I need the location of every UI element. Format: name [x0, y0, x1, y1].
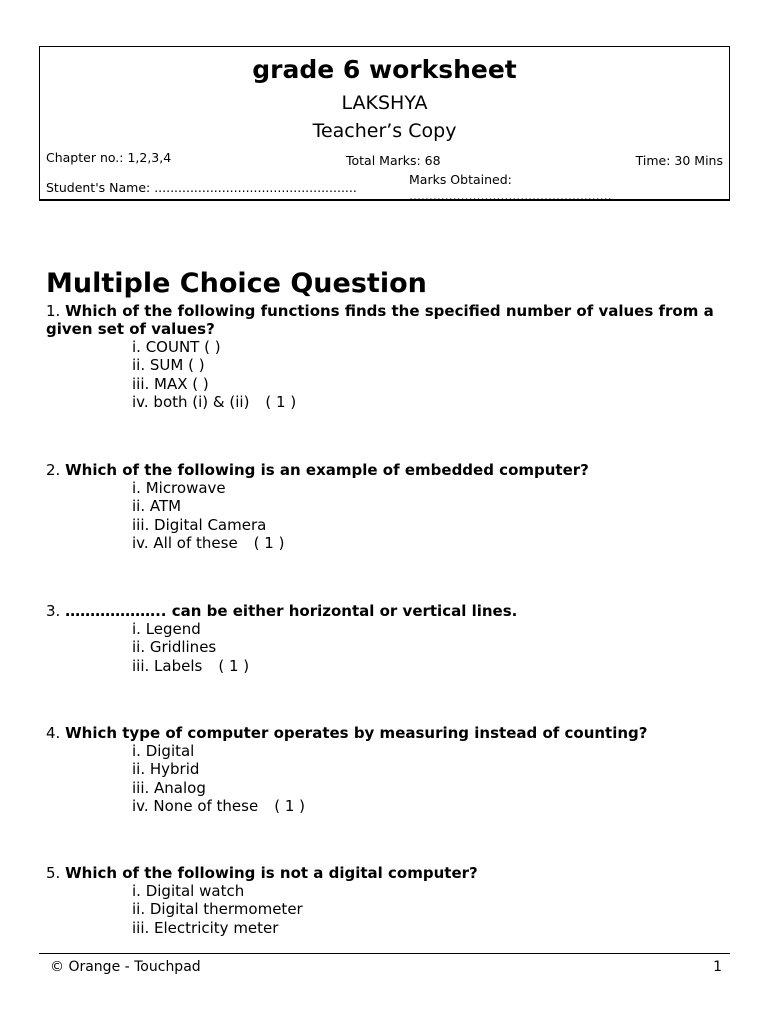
marks-obtained-label: Marks Obtained:	[409, 172, 512, 187]
option: i. COUNT ( )	[132, 338, 221, 356]
question-stem	[46, 602, 726, 620]
question-3	[46, 602, 726, 675]
option: i. Legend	[132, 620, 201, 638]
option: ii. ATM	[132, 497, 182, 516]
option-last	[132, 534, 726, 552]
question-stem	[46, 724, 726, 742]
chapter-info: Chapter no.: 1,2,3,4	[46, 150, 172, 165]
option: i. Microwave	[132, 479, 226, 497]
footer-copyright: © Orange - Touchpad	[50, 959, 201, 975]
option: ii. SUM ( )	[132, 356, 205, 375]
question-4	[46, 724, 726, 815]
worksheet-title: grade 6 worksheet	[252, 55, 517, 84]
footer-divider	[39, 953, 730, 954]
option-last	[132, 797, 726, 815]
question-2	[46, 461, 726, 552]
student-name-field: Student's Name: ...................................................	[46, 180, 357, 195]
options-list	[46, 620, 726, 675]
option-text: iv. both (i) & (ii)	[132, 392, 250, 411]
option-text: iii. Labels	[132, 656, 203, 675]
question-stem	[46, 461, 726, 479]
option-text: iv. None of these	[132, 796, 259, 815]
worksheet-header	[39, 46, 730, 201]
question-text: ……………….. can be either horizontal or vertical lines.	[65, 602, 518, 620]
option: i. Digital	[132, 742, 195, 760]
question-5	[46, 864, 726, 937]
option: iii. Electricity meter	[132, 918, 279, 937]
options-list	[46, 479, 726, 552]
question-number: 3.	[46, 602, 61, 620]
question-number: 5.	[46, 864, 61, 882]
marks-tag: ( 1 )	[253, 533, 285, 552]
option-text: iv. All of these	[132, 533, 238, 552]
question-number: 2.	[46, 461, 61, 479]
time-limit: Time: 30 Mins	[635, 153, 723, 168]
question-number: 4.	[46, 724, 61, 742]
school-name: LAKSHYA	[341, 92, 428, 114]
copy-label: Teacher’s Copy	[312, 120, 457, 142]
options-list	[46, 338, 726, 411]
question-1	[46, 302, 726, 411]
question-text: Which of the following functions finds the specified number of values from a given set of values?	[46, 302, 714, 338]
marks-tag: ( 1 )	[218, 656, 250, 675]
marks-tag: ( 1 )	[265, 392, 297, 411]
option: iii. Digital Camera	[132, 515, 267, 534]
option: i. Digital watch	[132, 882, 245, 900]
option: iii. Analog	[132, 778, 206, 797]
question-stem	[46, 864, 726, 882]
question-text: Which type of computer operates by measuring instead of counting?	[65, 724, 648, 742]
total-marks: Total Marks: 68	[346, 153, 441, 168]
question-text: Which of the following is an example of embedded computer?	[65, 461, 589, 479]
option-last	[132, 657, 726, 675]
options-list	[46, 742, 726, 815]
option-last	[132, 393, 726, 411]
marks-obtained-field: ...................................................	[409, 188, 612, 203]
option: iii. MAX ( )	[132, 374, 209, 393]
question-number: 1.	[46, 302, 61, 320]
option: ii. Gridlines	[132, 638, 217, 657]
options-list	[46, 882, 726, 937]
option: ii. Hybrid	[132, 760, 200, 779]
section-title: Multiple Choice Question	[46, 268, 427, 299]
question-text: Which of the following is not a digital computer?	[65, 864, 478, 882]
page-number: 1	[713, 959, 722, 975]
marks-tag: ( 1 )	[274, 796, 306, 815]
question-stem	[46, 302, 726, 338]
option: ii. Digital thermometer	[132, 900, 303, 919]
